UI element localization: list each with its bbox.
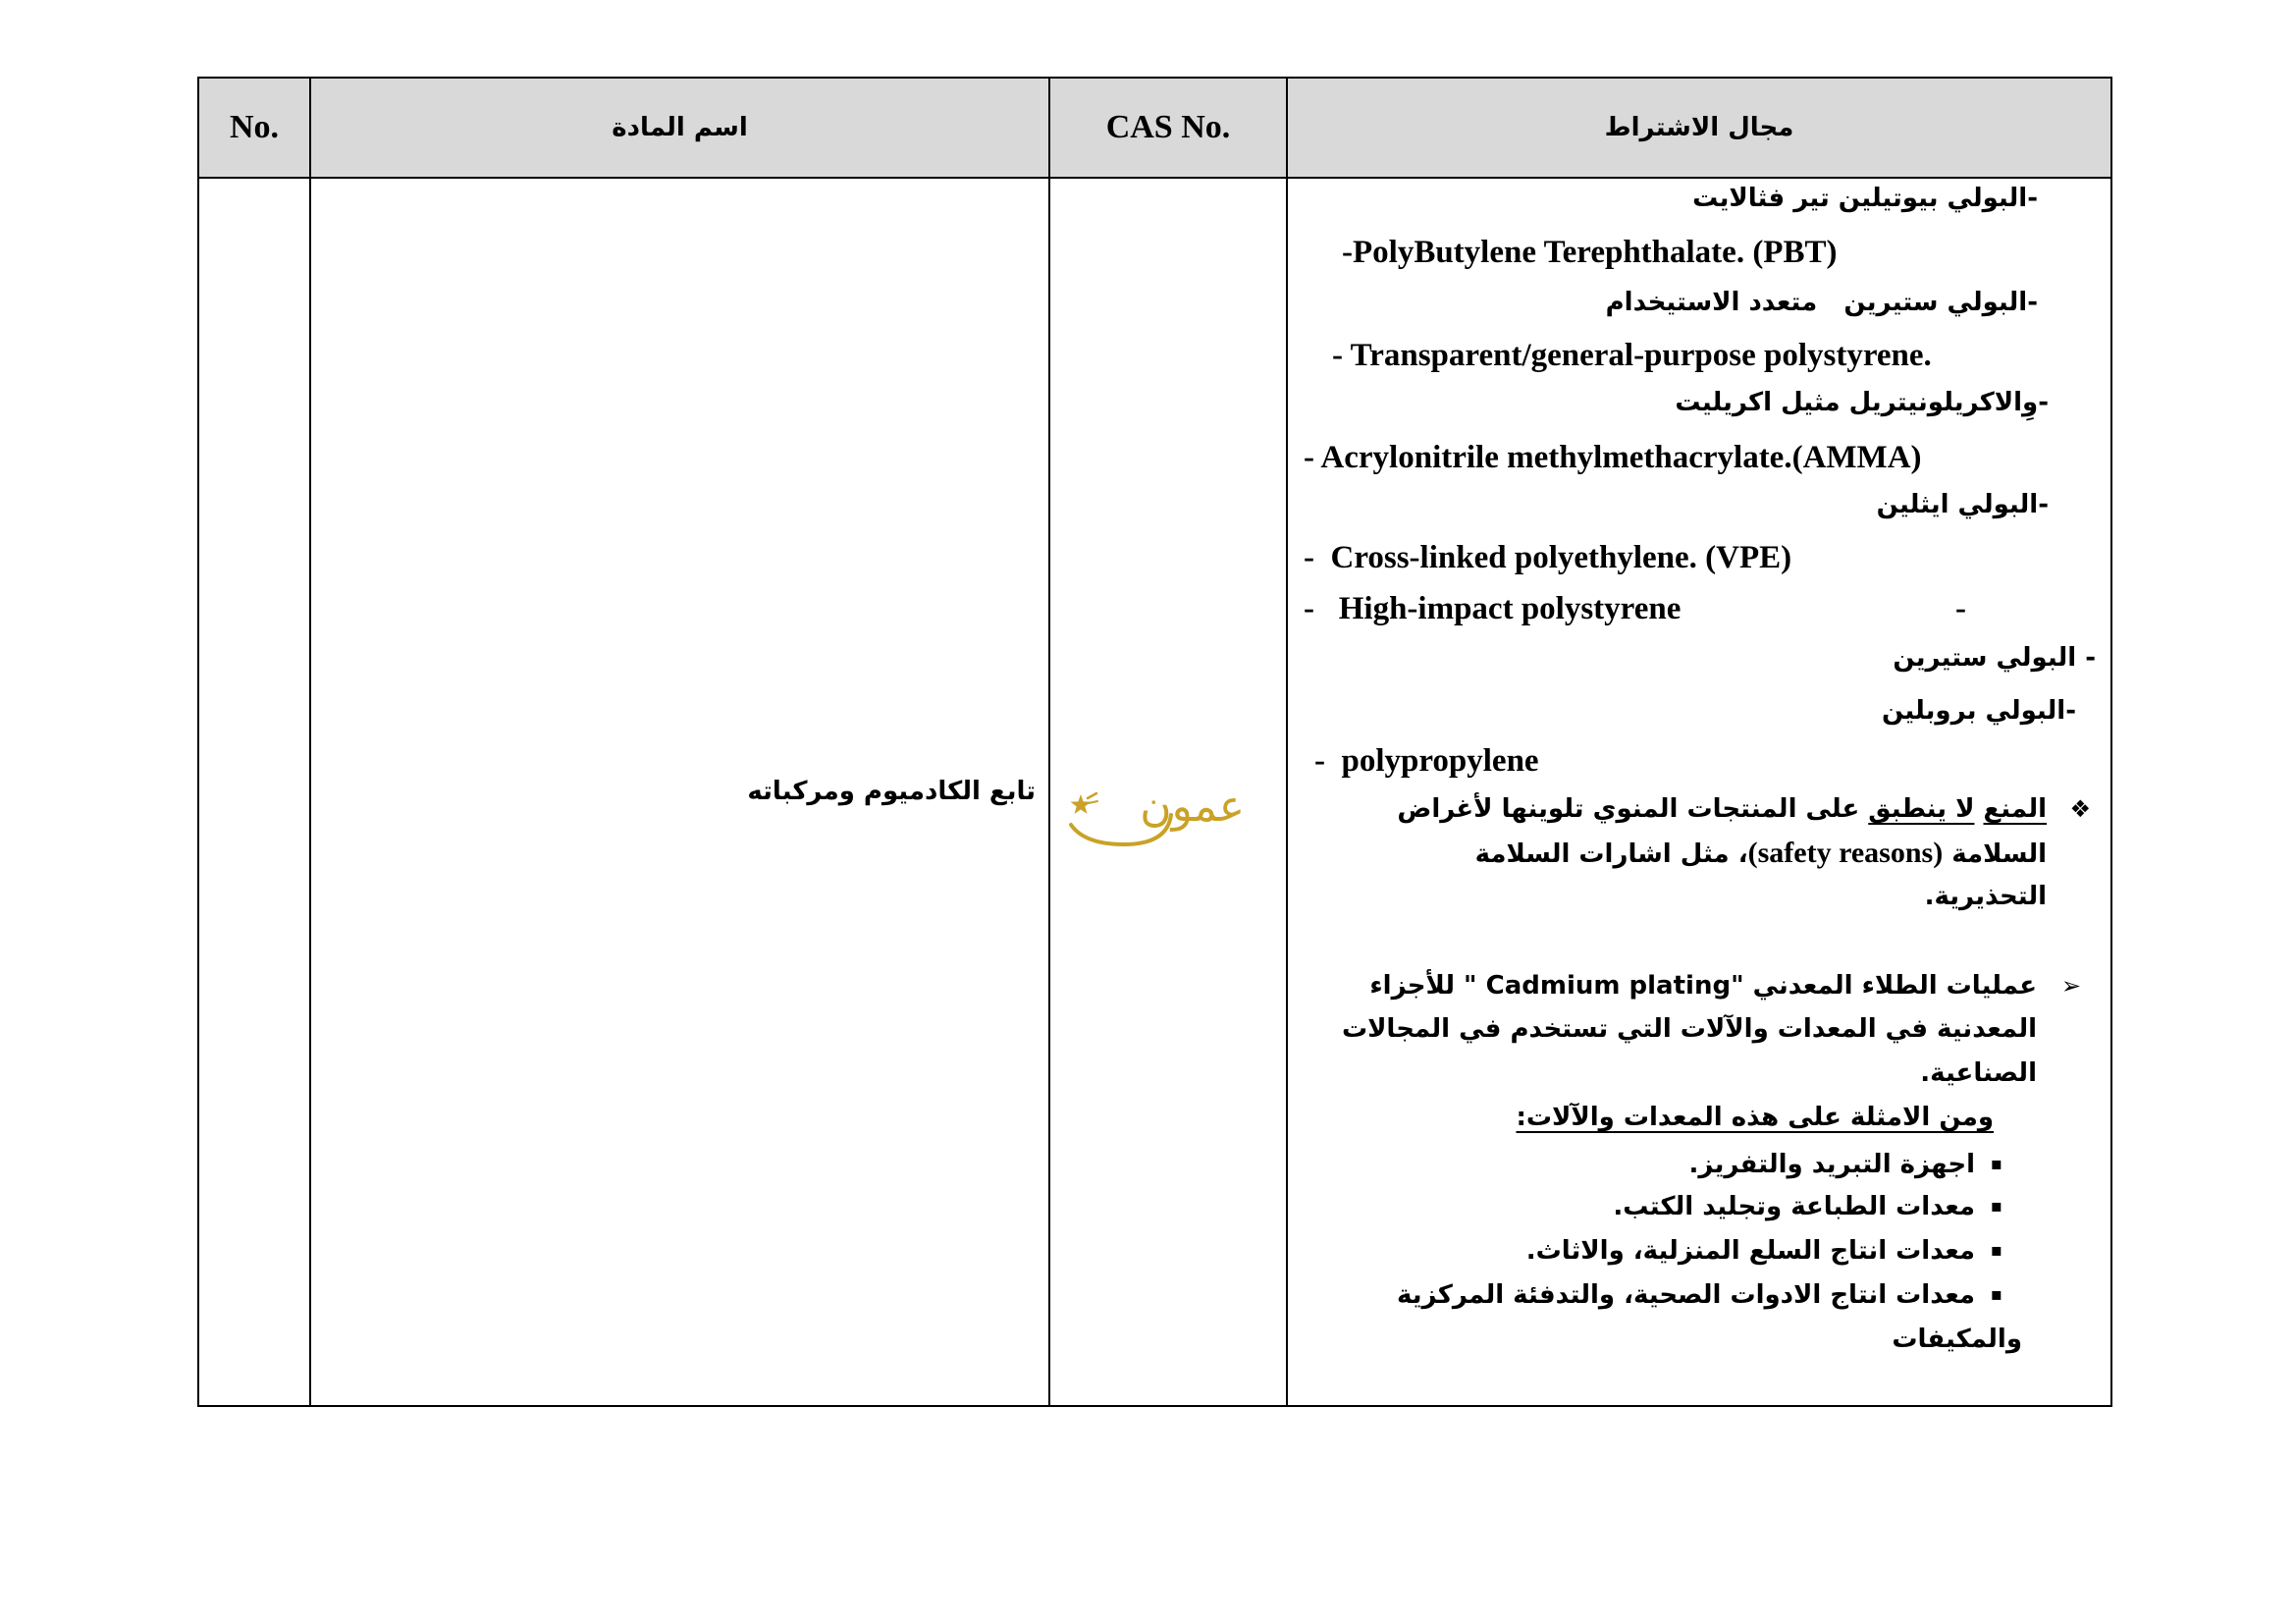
scope-line-ps-ar: - البولي ستيرين (1893, 643, 2096, 673)
exception-line-2-end: ، مثل اشارات السلامة (1474, 839, 1748, 869)
exception-note-line-2 (1475, 836, 2047, 872)
table-row (198, 178, 2111, 1406)
cell-restriction-scope (1287, 178, 2111, 1406)
exception-note-line-3: التحذيرية. (1924, 882, 2047, 911)
scope-line-hips-en: - High-impact polystyrene (1304, 591, 1682, 626)
cell-substance (310, 178, 1049, 1406)
header-cas-no: CAS No. (1049, 78, 1287, 178)
plating-line-1: عمليات الطلاء المعدني "Cadmium plating " للأجزاء (1369, 971, 2037, 1001)
table-header-row (198, 78, 2111, 178)
exception-ban-word: المنع (1983, 794, 2047, 824)
header-no: No. (198, 78, 310, 178)
restricted-substances-table (197, 77, 2112, 1407)
list-item: اجهزة التبريد والتفريز. (1688, 1150, 1975, 1179)
square-bullet-icon: ▪ (1990, 1196, 2002, 1217)
scope-line-gpps-ar: -البولي ستيرين متعدد الاستيخدام (1605, 288, 2038, 317)
scope-line-amma-ar: -وِالاكريلونيتريل مثيل اكريليت (1675, 388, 2049, 417)
plating-examples-heading: ومن الامثلة على هذه المعدات والآلات: (1516, 1103, 1994, 1132)
exception-line-2-english: (safety reasons) (1747, 837, 1944, 869)
diamond-bullet-icon: ❖ (2069, 795, 2091, 823)
list-item: معدات الطباعة وتجليد الكتب. (1613, 1192, 1975, 1221)
logo-text: عمون (1140, 782, 1245, 832)
exception-not-apply: لا ينطبق (1868, 794, 1975, 824)
scope-line-pbt-ar: -البولي بيوتيلين تير فثالايت (1692, 184, 2038, 213)
square-bullet-icon: ▪ (1990, 1240, 2002, 1261)
substance-name: تابع الكادميوم ومركباته (747, 777, 1036, 806)
scope-line-pp-ar: -البولي بروبلين (1882, 696, 2076, 726)
cell-no (198, 178, 310, 1406)
exception-line-1-rest: على المنتجات المنوي تلوينها لأغراض (1397, 794, 1860, 824)
exception-note-line-1 (1397, 791, 2047, 827)
plating-line-2: المعدنية في المعدات والآلات التي تستخدم في المجالات (1341, 1014, 2037, 1044)
scope-line-gpps-en: - Transparent/general-purpose polystyrene. (1332, 338, 1932, 373)
list-item: معدات انتاج الادوات الصحية، والتدفئة المركزية (1397, 1280, 1975, 1310)
scope-line-vpe-ar: -البولي ايثلين (1876, 490, 2049, 519)
scope-line-pp-en: - polypropylene (1314, 743, 1539, 779)
scope-line-hips-dash: - (1955, 591, 1966, 626)
arrow-bullet-icon: ➢ (2060, 972, 2081, 1000)
exception-line-2-start: السلامة (1951, 839, 2047, 869)
scope-line-amma-en: - Acrylonitrile methylmethacrylate.(AMMA) (1304, 440, 1922, 475)
logo-mark-icon (1071, 793, 1098, 814)
scope-line-pbt-en: -PolyButylene Terephthalate. (PBT) (1342, 235, 1838, 270)
plating-line-3: الصناعية. (1920, 1058, 2037, 1088)
scope-line-vpe-en: - Cross-linked polyethylene. (VPE) (1304, 540, 1792, 575)
square-bullet-icon: ▪ (1990, 1284, 2002, 1305)
square-bullet-icon: ▪ (1990, 1154, 2002, 1174)
cell-cas (1049, 178, 1287, 1406)
header-restriction-scope: مجال الاشتراط (1287, 78, 2111, 178)
list-item: معدات انتاج السلع المنزلية، والاثاث. (1525, 1236, 1975, 1266)
list-item-continuation: والمكيفات (1892, 1325, 2022, 1354)
header-substance-name: اسم المادة (310, 78, 1049, 178)
amoun-logo (1065, 780, 1247, 848)
